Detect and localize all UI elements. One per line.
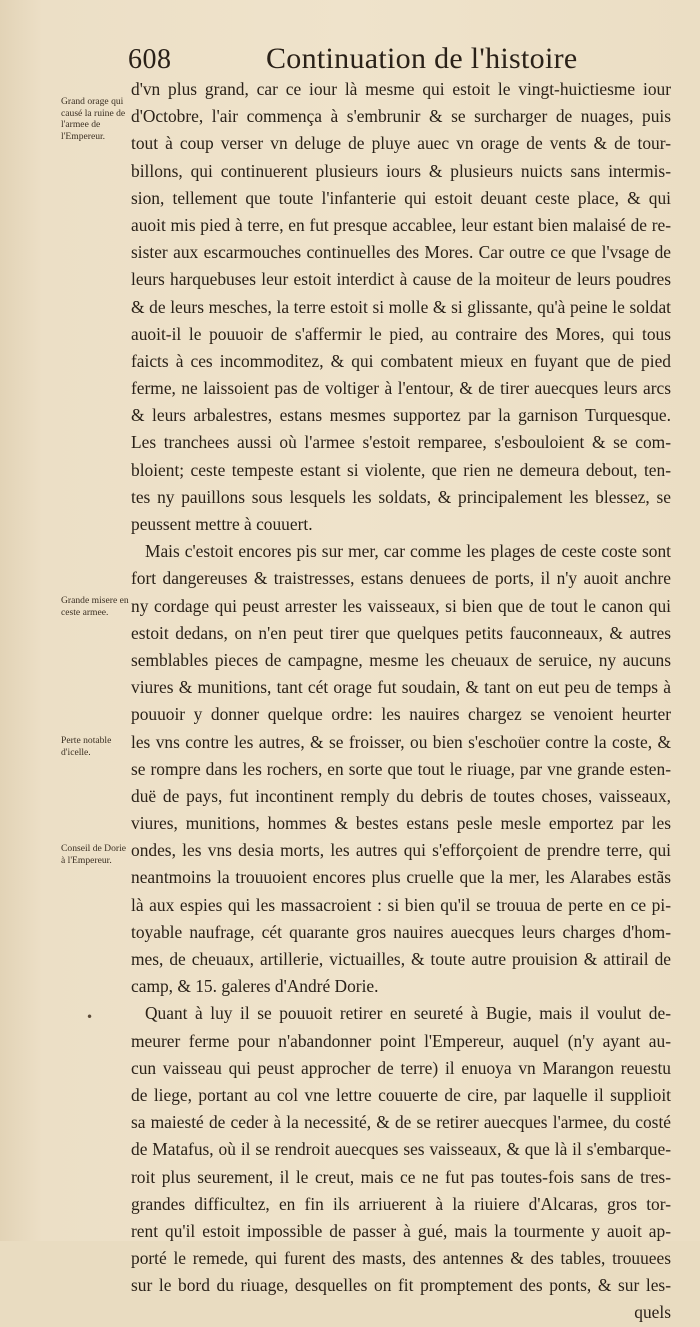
text-line: estoit dedans, on n'en peut tirer que quelques petits fauconneaux, & autres — [131, 622, 671, 643]
text-line: grandes difficultez, en fin ils arriuerent à la riuiere d'Alcaras, gros tor- — [131, 1193, 671, 1214]
text-line: roit plus seurement, il le creut, mais ce ne fut pas toutes-fois sans de tres- — [131, 1166, 671, 1187]
margin-note-perte: Perte notable d'icelle. — [61, 735, 112, 758]
text-line: meurer ferme pour n'abandonner point l'Empereur, auquel (n'y ayant au- — [131, 1030, 671, 1051]
text-line: mes, de cheuaux, artillerie, victuailles, & toute autre prouision & attirail de — [131, 949, 671, 969]
text-line: d'Octobre, l'air commença à s'embrunir & se surcharger de nuages, puis — [131, 106, 671, 127]
text-line: neantmoins la trouuoient encores plus cruelle que la mer, les Alarabes estãs — [131, 867, 671, 888]
text-line: sion, tellement que toute l'infanterie qui estoit deuant ceste place, & qui — [131, 187, 671, 208]
text-line: sister aux escarmouches continuelles des Mores. Car outre ce que l'vsage de — [131, 242, 671, 263]
text-line: cun vaisseau qui peust approcher de terre) il enuoya vn Marangon reuestu — [131, 1057, 671, 1078]
text-line: fort dangereuses & traistresses, estans denuees de ports, il n'y auoit anchre — [131, 568, 671, 589]
text-line: billons, qui continuerent plusieurs iours & plusieurs nuicts sans intermis- — [131, 160, 671, 181]
text-line: semblables pieces de campagne, mesme les cheuaux de seruice, ny aucuns — [131, 649, 671, 670]
text-line: d'vn plus grand, car ce iour là mesme qui estoit le vingt-huictiesme iour — [131, 79, 671, 99]
text-line: sa maiesté de ceder à la necessité, & de se retirer auecques l'armee, du costé — [131, 1112, 671, 1133]
text-line: peussent mettre à couuert. — [131, 514, 313, 534]
text-line: ferme, ne laissoient pas de voltiger à l'entour, & de tirer auecques leurs arcs — [131, 378, 671, 399]
text-line: camp, & 15. galeres d'André Dorie. — [131, 976, 379, 997]
text-line: de Matafus, où il se rendroit auecques ses vaisseaux, & que là il s'embarque- — [131, 1139, 671, 1160]
body-text — [131, 76, 671, 1327]
text-line: Mais c'estoit encores pis sur mer, car comme les plages de ceste coste sont — [145, 541, 671, 562]
text-line: les vns contre les autres, & se froisser, ou bien s'eschoüer contre la coste, & — [131, 731, 671, 752]
text-line: Quant à luy il se pouuoit retirer en seureté à Bugie, mais il voulut de- — [145, 1003, 671, 1024]
text-line: & de leurs mesches, la terre estoit si molle & si glissante, qu'à peine le soldat — [131, 296, 671, 317]
text-line: Les tranchees aussi où l'armee s'estoit remparee, s'esbouloient & se com- — [131, 432, 671, 453]
text-line: porté le remede, qui furent des masts, des antennes & des tables, trouuees — [131, 1248, 671, 1269]
margin-note-orage: Grand orage qui causé la ruine de l'armee de l'Empereur. — [61, 96, 126, 142]
text-line: sur le bord du riuage, desquelles on fit promptement des ponts, & sur les- — [131, 1275, 671, 1296]
text-line: faicts à ces incommoditez, & qui combatent mieux en fuyant que de pied — [131, 350, 671, 371]
margin-note-conseil: Conseil de Dorie à l'Empereur. — [61, 843, 127, 866]
text-line: & leurs arbalestres, estans mesmes supportez par la garnison Turquesque. — [131, 405, 671, 426]
text-line: viures, munitions, hommes & bestes estans pesle mesle emportez par les — [131, 813, 671, 834]
catchword: quels — [634, 1302, 671, 1323]
text-line: tes ny pauillons sous lesquels les soldats, & principalement les blessez, se — [131, 486, 671, 507]
text-line: pouuoir y donner quelque ordre: les nauires chargez se venoient heurter — [131, 704, 671, 725]
margin-note-misere: Grande misere en ceste armee. — [61, 595, 129, 618]
text-line: duë de pays, fut incontinent remply du debris de toutes choses, vaisseaux, — [131, 785, 671, 806]
text-line: auoit-il le pouuoir de s'affermir le pied, au contraire des Mores, qui tous — [131, 323, 671, 344]
text-line: tout à coup verser vn deluge de pluye auec vn orage de vents & de tour- — [131, 133, 671, 154]
text-line: bloient; ceste tempeste estant si violente, que rien ne demeura debout, ten- — [131, 459, 671, 480]
text-line: ny cordage qui peust arrester les vaisseaux, si bien que de tout le canon qui — [131, 595, 671, 616]
text-line: viures & munitions, tant cét orage fut soudain, & tant on eut peu de temps à — [131, 677, 671, 698]
text-line: auoit mis pied à terre, en fut presque accablee, leur estant bien malaisé de re- — [131, 214, 671, 235]
text-line: là aux espies qui les massacroient : si bien qu'il se trouua de perte en ce pi- — [131, 894, 671, 915]
page-number: 608 — [128, 44, 172, 75]
text-line: leurs harquebuses leur estoit interdict à cause de la moiteur de leurs poudres — [131, 269, 671, 290]
text-line: de liege, portant au col vne lettre couuerte de cire, par laquelle il supplioit — [131, 1084, 671, 1105]
text-line: se rompre dans les rochers, en sorte que tout le riuage, par vne grande esten- — [131, 758, 671, 779]
text-line: rent qu'il estoit impossible de passer à gué, mais la tourmente y auoit ap- — [131, 1220, 671, 1241]
text-line: ondes, les vns desia morts, les autres qui s'efforçoient de prendre terre, qui — [131, 840, 671, 861]
pen-mark-icon: • — [86, 1010, 94, 1024]
running-title: Continuation de l'histoire — [266, 42, 578, 75]
text-line: toyable naufrage, cét quarante gros nauires auecques leurs charges d'hom- — [131, 921, 671, 942]
